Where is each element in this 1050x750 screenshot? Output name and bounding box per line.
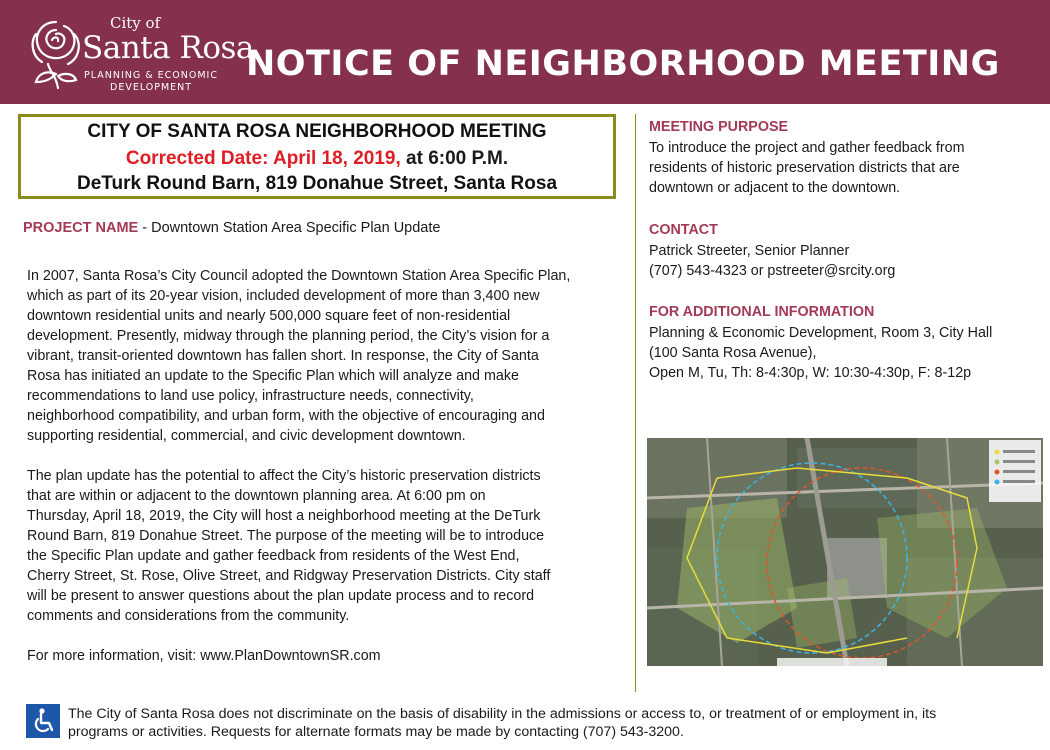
paragraph-line: development. Presently, midway through the planning period, the City’s vision for a [27, 328, 550, 344]
meeting-date-line [21, 148, 613, 170]
meeting-time: at 6:00 P.M. [400, 148, 509, 169]
paragraph-line: that are within or adjacent to the downtown planning area. At 6:00 pm on [27, 488, 486, 504]
additional-info-text [649, 323, 992, 383]
header-banner [0, 0, 1050, 104]
corrected-date: Corrected Date: April 18, 2019, [125, 148, 401, 169]
sidebar-line: To introduce the project and gather feedback from [649, 140, 965, 156]
contact-heading: CONTACT [649, 222, 718, 238]
sidebar-line: (100 Santa Rosa Avenue), [649, 345, 817, 361]
sidebar-line: downtown or adjacent to the downtown. [649, 180, 901, 196]
intro-paragraph [27, 266, 607, 446]
paragraph-line: In 2007, Santa Rosa’s City Council adopted the Downtown Station Area Specific Plan, [27, 268, 571, 284]
logo-department-line2: DEVELOPMENT [110, 82, 193, 93]
meeting-details-box [18, 114, 616, 199]
nondiscrimination-notice [68, 705, 1038, 741]
paragraph-line: vibrant, transit-oriented downtown has fallen short. In response, the City of Santa [27, 348, 539, 364]
additional-info-heading: FOR ADDITIONAL INFORMATION [649, 304, 875, 320]
sidebar-line: Patrick Streeter, Senior Planner [649, 243, 850, 259]
meeting-paragraph [27, 466, 607, 626]
sidebar-line: residents of historic preservation districts that are [649, 160, 960, 176]
map-graphic [647, 438, 1043, 666]
paragraph-line: Round Barn, 819 Donahue Street. The purpose of the meeting will be to introduce [27, 528, 545, 544]
paragraph-line: supporting residential, commercial, and civic development downtown. [27, 428, 466, 444]
paragraph-line: neighborhood compatibility, and urban form, with the objective of encouraging and [27, 408, 545, 424]
meeting-purpose-heading: MEETING PURPOSE [649, 119, 789, 135]
downtown-aerial-map [647, 438, 1043, 666]
paragraph-line: The plan update has the potential to affect the City’s historic preservation districts [27, 468, 541, 484]
more-info-line [27, 646, 607, 666]
footer-line: The City of Santa Rosa does not discriminate on the basis of disability in the admissions or access to, or treatment of or employment in, its [68, 706, 937, 722]
paragraph-line: Cherry Street, St. Rose, Olive Street, and Ridgway Preservation Districts. City staff [27, 568, 551, 584]
city-logo [26, 12, 254, 96]
wheelchair-accessibility-icon [26, 704, 60, 738]
paragraph-line: recommendations to land use policy, infrastructure needs, connectivity, [27, 388, 474, 404]
paragraph-line: the Specific Plan update and gather feedback from residents of the West End, [27, 548, 520, 564]
paragraph-line: which as part of its 20-year vision, included development of more than 3,400 new [27, 288, 540, 304]
sidebar-line: Open M, Tu, Th: 8-4:30p, W: 10:30-4:30p, F: 8-12p [649, 365, 972, 381]
paragraph-line: Rosa has initiated an update to the Specific Plan which will analyze and make [27, 368, 519, 384]
paragraph-line: downtown residential units and nearly 500,000 square feet of non-residential [27, 308, 511, 324]
meeting-purpose-text [649, 138, 965, 198]
meeting-heading: CITY OF SANTA ROSA NEIGHBORHOOD MEETING [87, 121, 547, 142]
more-info-text: For more information, visit: www.PlanDowntownSR.com [27, 648, 381, 664]
logo-city-name: Santa Rosa [82, 30, 254, 66]
project-name-value: - Downtown Station Area Specific Plan Update [138, 220, 441, 236]
sidebar-line: (707) 543-4323 or pstreeter@srcity.org [649, 263, 896, 279]
paragraph-line: will be present to answer questions about the plan update process and to record [27, 588, 535, 604]
contact-text [649, 241, 895, 281]
page-title: NOTICE OF NEIGHBORHOOD MEETING [246, 44, 1000, 84]
footer-line: programs or activities. Requests for alternate formats may be made by contacting (707) 543-3200. [68, 724, 684, 740]
meeting-location: DeTurk Round Barn, 819 Donahue Street, Santa Rosa [76, 173, 558, 194]
sidebar-line: Planning & Economic Development, Room 3, City Hall [649, 325, 993, 341]
logo-department-line1: PLANNING & ECONOMIC [84, 70, 218, 81]
rose-icon [26, 12, 86, 96]
project-name-label: PROJECT NAME [23, 220, 139, 236]
column-divider [635, 114, 636, 692]
logo-city-of: City of [110, 14, 161, 32]
paragraph-line: comments and considerations from the community. [27, 608, 350, 624]
project-name-line [23, 220, 440, 236]
paragraph-line: Thursday, April 18, 2019, the City will host a neighborhood meeting at the DeTurk [27, 508, 541, 524]
